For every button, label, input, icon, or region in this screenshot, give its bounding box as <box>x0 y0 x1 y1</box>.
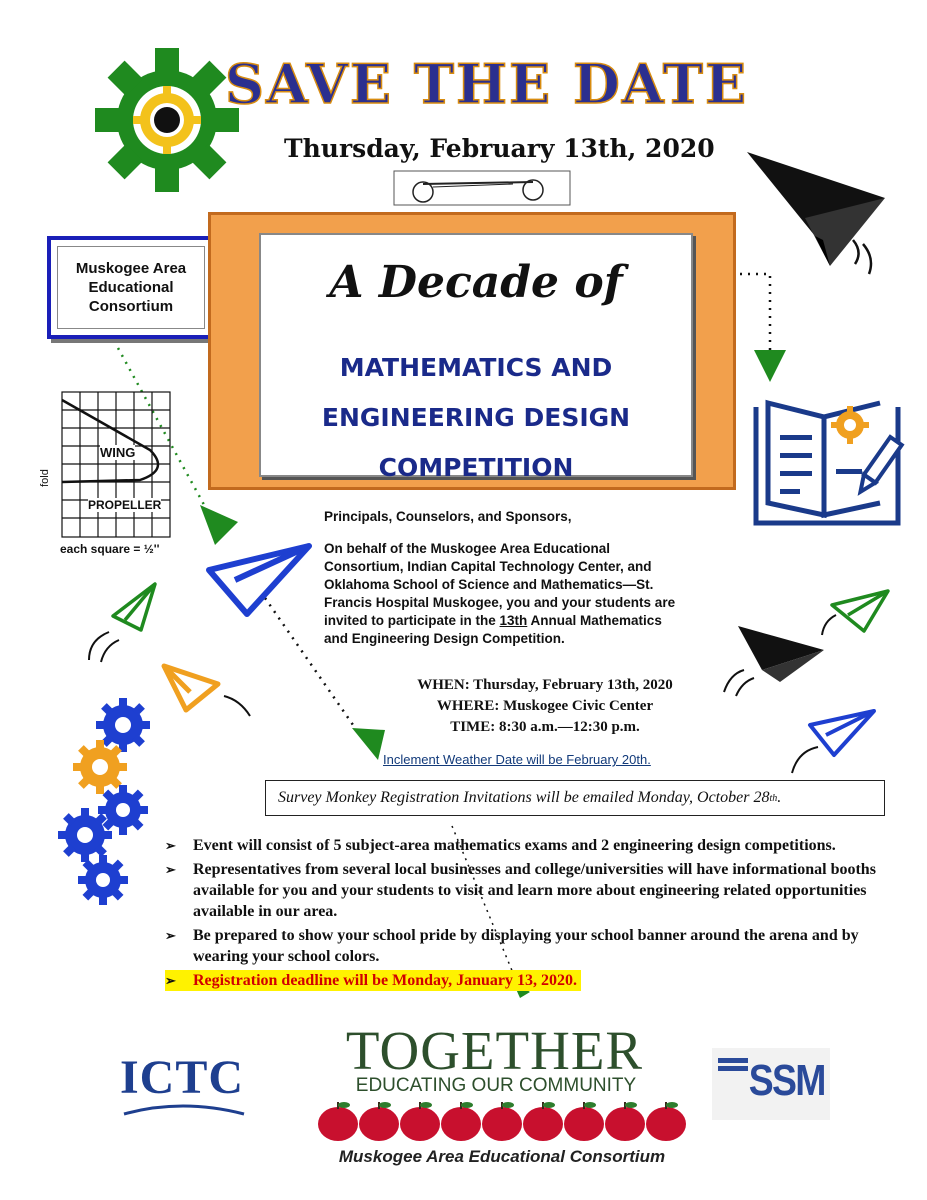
inclement-weather-note: Inclement Weather Date will be February 20th. <box>383 752 651 767</box>
bullet-arrow-icon: ➢ <box>165 973 176 988</box>
banner-decade-heading: A Decade of <box>329 257 623 308</box>
deadline-text: Registration deadline will be Monday, January 13, 2020. <box>193 972 578 989</box>
survey-end: . <box>777 789 782 806</box>
event-when: WHEN: Thursday, February 13th, 2020 <box>417 677 673 693</box>
notebook-pencil-icon <box>748 395 908 530</box>
ssm-bars-icon <box>718 1056 748 1074</box>
banner-inner-panel <box>259 233 693 482</box>
bullet-arrow-icon: ➢ <box>165 838 176 853</box>
paper-plane-green-right-icon <box>820 585 895 645</box>
meac-line-3: Consortium <box>88 298 174 315</box>
sketch-scale-label: each square = ½'' <box>60 542 160 556</box>
bullet-text: Event will consist of 5 subject-area mathematics exams and 2 engineering design competitions. <box>193 837 836 854</box>
event-date: Thursday, February 13th, 2020 <box>284 134 715 163</box>
meac-line-2: Educational <box>88 279 174 296</box>
bullet-arrow-icon: ➢ <box>165 862 176 877</box>
meac-footer-text: Muskogee Area Educational Consortium <box>338 1147 666 1166</box>
letter-ordinal: 13th <box>499 613 528 628</box>
event-time: TIME: 8:30 a.m.—12:30 p.m. <box>450 719 640 735</box>
meac-line-1: Muskogee Area <box>75 260 187 277</box>
competition-banner <box>208 212 736 490</box>
invitation-letter <box>324 508 684 662</box>
airplane-grid-icon <box>40 390 175 560</box>
ictc-logo: ICTC <box>120 1051 245 1104</box>
letter-body-start: On behalf of the Muskogee Area Educational Consortium, Indian Capital Technology Center, and Oklahoma School of Science and Mathematics—St. Francis Hospital Muskogee, you and your students are invited to participate in the <box>324 541 676 628</box>
banner-competition-title: MATHEMATICS AND ENGINEERING DESIGN COMPETITION <box>321 353 631 482</box>
paper-plane-blue-large-icon <box>205 540 315 620</box>
ictc-swoosh-icon <box>122 1102 247 1118</box>
sketch-fold-label: fold <box>38 469 51 487</box>
paper-plane-blue-small-icon <box>790 705 880 780</box>
gears-cluster-icon <box>55 695 155 910</box>
airplane-sketch <box>40 390 175 560</box>
letter-body-end: Annual Mathematics and Engineering Design Competition. <box>324 613 662 646</box>
apples-row-icon <box>316 1100 691 1145</box>
sketch-wing-label: WING <box>100 445 136 460</box>
together-logo-heading: TOGETHER <box>345 1020 644 1081</box>
event-where: WHERE: Muskogee Civic Center <box>436 698 654 714</box>
bullet-arrow-icon: ➢ <box>165 928 176 943</box>
letter-greeting: Principals, Counselors, and Sponsors, <box>324 509 572 524</box>
bullet-text: Be prepared to show your school pride by displaying your school banner around the arena and by wearing your school colors. <box>193 927 859 965</box>
list-item <box>165 925 895 967</box>
event-details <box>370 675 720 738</box>
list-item <box>165 859 895 922</box>
sketch-propeller-label: PROPELLER <box>88 498 162 512</box>
bullet-text: Representatives from several local businesses and college/universities will have informational booths available for you and your students to visit and learn more about engineering related opportunities available in our area. <box>193 861 876 920</box>
survey-notice-box <box>265 780 885 816</box>
survey-text: Survey Monkey Registration Invitations will be emailed Monday, October 28 <box>278 789 770 806</box>
list-item <box>165 835 895 856</box>
ssm-logo <box>712 1048 830 1120</box>
paper-plane-black-small-icon <box>720 620 830 700</box>
page-title: SAVE THE DATE <box>225 52 749 116</box>
event-bullet-list <box>165 835 895 994</box>
paper-plane-orange-icon <box>160 660 260 720</box>
paper-plane-green-left-icon <box>85 580 165 665</box>
together-logo-subheading: EDUCATING OUR COMMUNITY <box>355 1075 637 1096</box>
ssm-logo-text: SSM <box>748 1056 825 1105</box>
letter-body <box>324 540 684 648</box>
survey-sup: th <box>769 792 778 804</box>
registration-deadline <box>165 970 581 991</box>
